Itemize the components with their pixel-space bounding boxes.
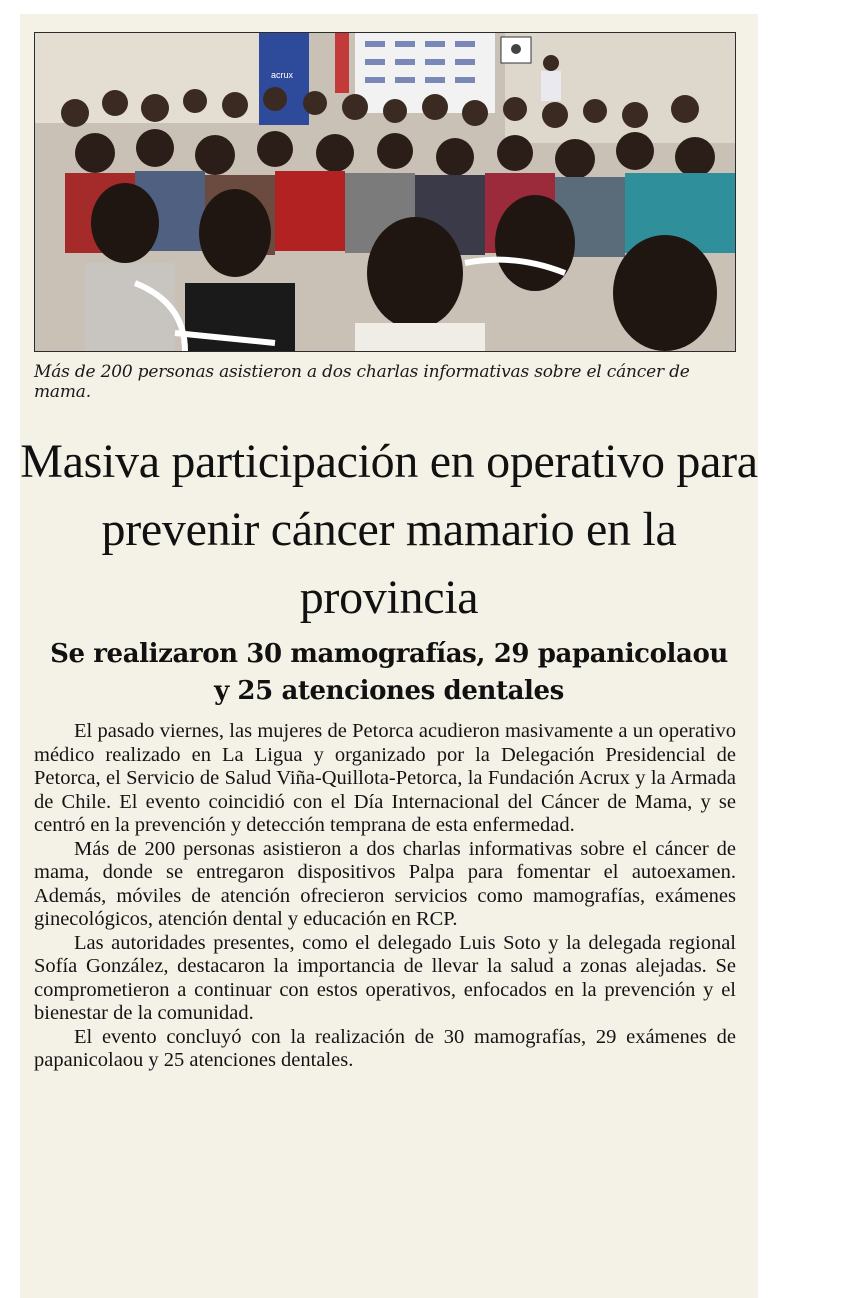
audience-photo-illustration [35, 33, 735, 351]
paragraph: El pasado viernes, las mujeres de Petorca acudieron masivamente a un operativo médico realizado en La Ligua y organizado por la Delegación Presidencial de Petorca, el Servicio de Salud Viña-Quillota-Petorca, la Fundación Acrux y la Armada de Chile. El evento coincidió con el Día Internacional del Cáncer de Mama, y se centró en la prevención y detección temprana de esta enfermedad. [34, 720, 736, 836]
subheadline: Se realizaron 30 mamografías, 29 papanicolaou y 25 atenciones dentales [50, 639, 728, 706]
event-photo [34, 32, 736, 352]
newspaper-clipping [20, 14, 758, 1298]
headline: Masiva participación en operativo para prevenir cáncer mamario en la provincia [20, 435, 758, 624]
paragraph: Las autoridades presentes, como el delegado Luis Soto y la delegada regional Sofía González, destacaron la importancia de llevar la salud a zonas alejadas. Se comprometieron a continuar con estos operativos, enfocados en la prevención y el bienestar de la comunidad. [34, 931, 736, 1024]
paragraph: El evento concluyó con la realización de 30 mamografías, 29 exámenes de papanicolaou y 25 atenciones dentales. [34, 1025, 736, 1071]
photo-caption: Más de 200 personas asistieron a dos charlas informativas sobre el cáncer de mama. [34, 362, 690, 402]
paragraph: Más de 200 personas asistieron a dos charlas informativas sobre el cáncer de mama, donde se entregaron dispositivos Palpa para fomentar el autoexamen. Además, móviles de atención ofrecieron servicios como mamografías, exámenes ginecológicos, atención dental y educación en RCP. [34, 837, 736, 930]
banner-text: acrux [271, 70, 294, 80]
article-body [34, 720, 736, 1073]
